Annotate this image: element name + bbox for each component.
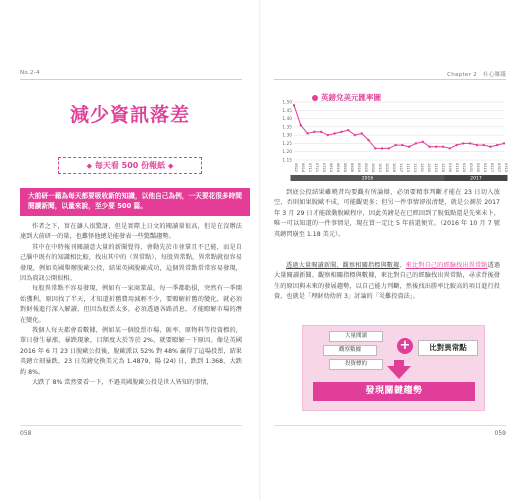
x-tick-label: 0624 xyxy=(301,163,306,173)
x-tick-label: 1020 xyxy=(385,163,390,173)
data-point xyxy=(435,146,437,148)
paragraph: 作者之下，實在讓人很驚訝，但是實際上日文的閱讀量很高，但是在沒辦法達到大前研一的量，也難怪他總是能發表一些驚豔趨勢。 xyxy=(20,223,242,241)
data-point xyxy=(476,144,478,146)
y-tick-label: 1.20 xyxy=(282,150,292,156)
highlighted-phrase: 透過大量閱讀新聞、觀察相關指標與數據 xyxy=(286,262,400,269)
arrow-down-icon xyxy=(387,366,411,379)
paragraph: 大跌了 8% 當然要看一下，不過英國脫歐公投是世人皆知的事情， xyxy=(32,379,213,387)
x-tick-label: 0906 xyxy=(350,163,355,173)
highlighted-phrase: 來比對自己的經驗找出異常點 xyxy=(405,262,488,269)
page-header-right: Chapter 2 有心賺錢 xyxy=(447,72,506,78)
x-tick-label: 1028 xyxy=(392,163,397,173)
footer-rule xyxy=(20,425,242,426)
data-point xyxy=(462,142,464,144)
data-point xyxy=(415,142,417,144)
data-point xyxy=(449,147,451,149)
y-tick-label: 1.25 xyxy=(282,141,292,147)
y-tick-label: 1.15 xyxy=(282,158,292,164)
diamond-icon: ◆ xyxy=(167,162,174,170)
x-tick-label: 0810 xyxy=(329,163,334,173)
page-header-left: No.2-4 xyxy=(20,70,40,76)
data-point xyxy=(469,142,471,144)
page-number: 058 xyxy=(20,430,32,437)
data-point xyxy=(293,104,295,106)
data-point xyxy=(442,146,444,148)
x-tick-label: 0124 xyxy=(462,163,467,173)
diamond-icon: ◆ xyxy=(86,162,93,170)
x-tick-label: 0307 xyxy=(497,163,502,173)
data-point xyxy=(496,144,498,146)
x-tick-label: 0622 xyxy=(294,163,299,173)
header-rule xyxy=(20,79,242,80)
data-point xyxy=(428,146,430,148)
highlight-callout: 大前研一藉為每天都要吸收新的知識，以他自己為例，一天要花很多時間閱讀新聞，以量來說，至少要 500 篇。 xyxy=(20,188,250,216)
data-point xyxy=(347,129,349,131)
chart-title-text: 英鎊兌美元匯率圖 xyxy=(321,93,381,102)
data-point xyxy=(381,147,383,149)
data-point xyxy=(340,131,342,133)
data-point xyxy=(327,134,329,136)
x-tick-label: 0106 xyxy=(448,163,453,173)
paragraph: 我個人每天都會看數據，例如某一個股票市場、匯率、原物料等投資標的，單日發生暴漲、暴跌現象，目額度大於等於 2%，就要瞭解一下原因。像是英國 2016 年 6 月 23 日脫歐公投後，脫歐派以 52% 對 48% 贏得了這場投票，結果英鎊立刻暴跌，23 日英鎊兌換美元為 1.4879，陽 (24) 日，跌到 1.368，大跌約 8%。 xyxy=(20,327,242,376)
x-tick-label: 0711 xyxy=(308,163,313,173)
x-tick-label: 0209 xyxy=(476,163,481,173)
x-tick-label: 1219 xyxy=(434,163,439,173)
x-tick-label: 0721 xyxy=(315,163,320,173)
year-band-label: 2016 xyxy=(361,176,374,182)
data-point xyxy=(503,142,505,144)
page-number: 059 xyxy=(494,430,506,437)
data-point xyxy=(408,146,410,148)
paragraph: 到底公投結果雖曉昔均要觀有所論辯，必須要精事判斷才能在 23 日切入放空，否則如果脫歐不成，可能觀更多；但另一件事情卻很清楚，就是公測於 2017 年 3 月 29 日才能啟動脫歐程序，因此英鎊是在已經回到了脫低點還是先來未卜，唯一可以知道的一件事情是，現在買一定比 5 年前還便宜。（2016 年 10 月 7 號英鎊閃崩至 1.18 美元）。 xyxy=(274,189,500,238)
x-tick-label: 0916 xyxy=(357,163,362,173)
data-point xyxy=(306,132,308,134)
paragraph-rest: 透過大量閱讀新聞、觀察相關指標與數據，來比對自己的經驗找出異常點，尋求背後發生的原因與未來的發展趨勢，以自己能力判斷，然後找出勝率比較高的項目進行投資，也就是「理財幼幼班 3」討論的「災難投資法」。 xyxy=(274,262,501,301)
subtitle-text: 每天看 500 份報紙 xyxy=(94,161,166,170)
x-tick-label: 1115 xyxy=(406,163,411,173)
x-tick-label: 1004 xyxy=(371,163,376,173)
data-point xyxy=(361,132,363,134)
x-tick-label: 1012 xyxy=(378,163,383,173)
left-body-text xyxy=(20,222,242,389)
y-tick-label: 1.45 xyxy=(282,108,292,114)
x-tick-label: 1123 xyxy=(413,163,418,173)
diagram-result: 發現關鍵趨勢 xyxy=(313,382,475,401)
year-band-label: 2017 xyxy=(470,176,482,182)
data-point xyxy=(367,139,369,141)
paragraph: 其中在中時報刊閱讀意大量的新聞覺得，會動先於市並掌且不已能，而是自己腦中既有的知識相比較，找出其中的（異常點），每股異常點，異常點就很容易發現，例如英國舉辦脫歐公投，結果英國脫歐成功，這個異常點常常容易發現，因為資訊公開很相。 xyxy=(20,243,242,283)
data-point xyxy=(422,141,424,143)
concept-diagram xyxy=(302,325,485,411)
x-tick-label: 1209 xyxy=(427,163,432,173)
section-subtitle xyxy=(58,157,202,174)
data-point xyxy=(489,146,491,148)
x-tick-label: 1228 xyxy=(441,163,446,173)
right-body-top xyxy=(274,188,500,240)
x-tick-label: 0116 xyxy=(455,163,460,173)
data-point xyxy=(394,144,396,146)
data-point xyxy=(455,144,457,146)
x-tick-label: 0201 xyxy=(469,163,474,173)
header-rule xyxy=(274,79,506,80)
paragraph: 每股異常點不容易發現，例如有一家商業最，每一季都虧損，突然有一季開始獲利，原因找了半天，才知道折舊費用減輕不少，要瞭解折舊的變化，就必須對財報進行深入解讀，但因為股票太多，必須透過各路消息，才能瞭解市場的潛在變化。 xyxy=(20,285,242,324)
data-point xyxy=(482,144,484,146)
data-point xyxy=(300,124,302,126)
diagram-compare-label: 比對異常點 xyxy=(418,340,478,356)
x-tick-label: 0826 xyxy=(343,163,348,173)
right-body-bottom xyxy=(274,261,500,303)
x-tick-label: 0729 xyxy=(322,163,327,173)
x-tick-label: 1107 xyxy=(399,163,404,173)
x-tick-label: 0219 xyxy=(483,163,488,173)
y-tick-label: 1.35 xyxy=(282,125,292,131)
paragraph: 透過大量閱讀新聞、觀察相關指標與數據、來比對自己的經驗找出異常點透過大量閱讀新聞、觀察相關指標與數據，來比對自己的經驗找出異常點，尋求背後發生的原因與未來的發展趨勢，以自己能力判斷，然後找出勝率比較高的項目進行投資，也就是「理財幼幼班 3」討論的「災難投資法」。 xyxy=(274,262,501,301)
section-title: 減少資訊落差 xyxy=(69,104,190,126)
data-point xyxy=(354,134,356,136)
data-point xyxy=(320,131,322,133)
diagram-box-target: 投資標的 xyxy=(329,359,383,370)
data-point xyxy=(374,147,376,149)
x-tick-label: 0818 xyxy=(336,163,341,173)
x-tick-label: 0926 xyxy=(364,163,369,173)
data-point xyxy=(333,132,335,134)
x-tick-label: 0315 xyxy=(504,163,508,173)
x-tick-label: 0227 xyxy=(490,163,495,173)
data-point xyxy=(401,144,403,146)
data-point xyxy=(313,131,315,133)
data-point xyxy=(388,147,390,149)
right-page xyxy=(260,0,520,500)
footer-rule xyxy=(274,425,506,426)
gbp-usd-line-chart xyxy=(274,88,508,183)
plus-icon: + xyxy=(397,338,413,354)
diagram-box-observe: 觀察數據 xyxy=(323,345,377,356)
diagram-box-read: 大量閱讀 xyxy=(329,331,383,342)
y-tick-label: 1.40 xyxy=(282,117,292,123)
y-tick-label: 1.30 xyxy=(282,133,292,139)
x-tick-label: 1201 xyxy=(420,163,425,173)
y-tick-label: 1.50 xyxy=(282,100,292,106)
